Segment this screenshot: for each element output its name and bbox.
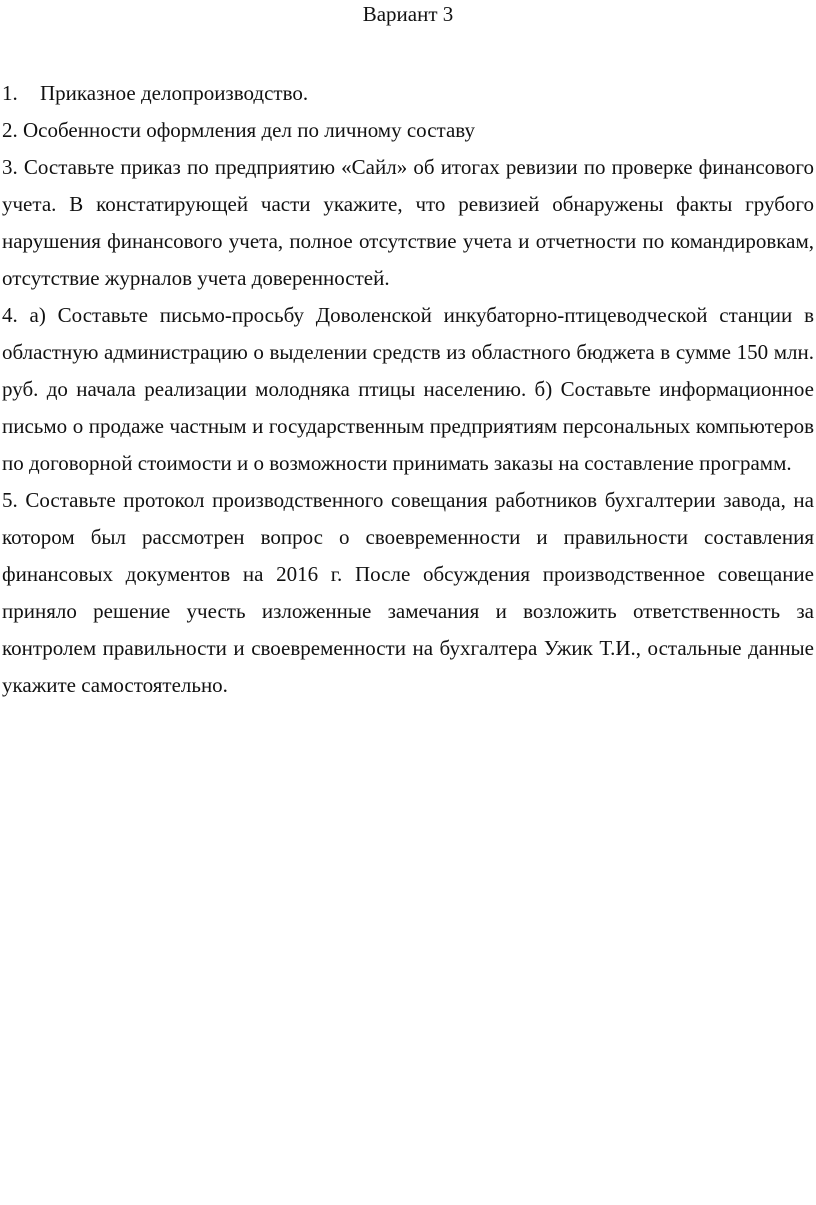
task-item-5: 5. Составьте протокол производственного совещания работников бухгалтерии завода, на котором был рассмотрен вопрос о своевременности и правильности составления финансовых документов на 2016 г. После обсуждения производственное совещание приняло решение учесть изложенные замечания и возложить ответственность за контролем правильности и своевременности на бухгалтера Ужик Т.И., остальные данные укажите самостоятельно. [2, 488, 814, 697]
document-title: Вариант 3 [362, 2, 454, 26]
task-item-1-text: Приказное делопроизводство. [40, 81, 309, 105]
task-item-1 [2, 75, 814, 112]
task-item-1-number: 1. [2, 81, 18, 105]
task-item-4: 4. а) Составьте письмо-просьбу Доволенской инкубаторно-птицеводческой станции в областную администрацию о выделении средств из областного бюджета в сумме 150 млн. руб. до начала реализации молодняка птицы населению. б) Составьте информационное письмо о продаже частным и государственным предприятиям персональных компьютеров по договорной стоимости и о возможности принимать заказы на составление программ. [2, 303, 814, 475]
task-list [2, 75, 814, 704]
task-item-3: 3. Составьте приказ по предприятию «Сайл» об итогах ревизии по проверке финансового учета. В констатирующей части укажите, что ревизией обнаружены факты грубого нарушения финансового учета, полное отсутствие учета и отчетности по командировкам, отсутствие журналов учета доверенностей. [2, 155, 814, 290]
task-item-2: 2. Особенности оформления дел по личному составу [2, 118, 475, 142]
